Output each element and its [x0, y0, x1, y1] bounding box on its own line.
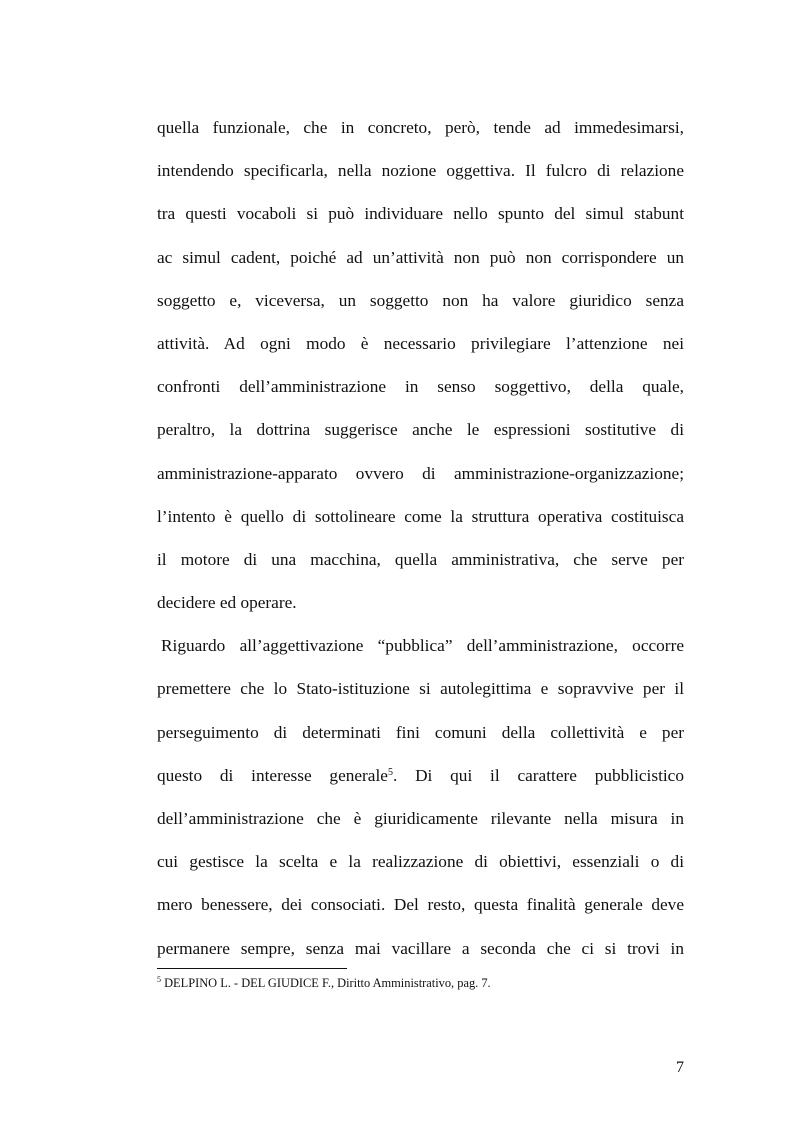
text-line: perseguimento di determinati fini comuni della collettività e per: [157, 722, 684, 742]
footnote: [157, 976, 684, 990]
text-line: il motore di una macchina, quella amministrativa, che serve per: [157, 549, 684, 569]
text-line: l’intento è quello di sottolineare come la struttura operativa costituisca: [157, 506, 684, 526]
footnote-reference[interactable]: 5: [387, 766, 393, 778]
footnote-separator: [157, 968, 347, 969]
text-line: premettere che lo Stato-istituzione si autolegittima e sopravvive per il: [157, 679, 684, 699]
footnote-number: 5: [157, 975, 161, 984]
text-line: permanere sempre, senza mai vacillare a seconda che ci si trovi in: [157, 938, 684, 958]
text-line: quella funzionale, che in concreto, però, tende ad immedesimarsi,: [157, 118, 684, 137]
text-line: ac simul cadent, poiché ad un’attività non può non corrispondere un: [157, 247, 684, 267]
text-line: intendendo specificarla, nella nozione oggettiva. Il fulcro di relazione: [157, 161, 684, 181]
text-line: cui gestisce la scelta e la realizzazione di obiettivi, essenziali o di: [157, 852, 684, 872]
text-line: confronti dell’amministrazione in senso soggettivo, della quale,: [157, 377, 684, 397]
text-line: attività. Ad ogni modo è necessario privilegiare l’attenzione nei: [157, 333, 684, 353]
footnote-text: DELPINO L. - DEL GIUDICE F., Diritto Amministrativo, pag. 7.: [164, 976, 491, 990]
text-line: decidere ed operare.: [157, 593, 297, 613]
text-line: amministrazione-apparato ovvero di amministrazione-organizzazione;: [157, 463, 684, 483]
page-number: 7: [676, 1059, 684, 1076]
text-line: dell’amministrazione che è giuridicamente rilevante nella misura in: [157, 809, 684, 828]
text-line: peraltro, la dottrina suggerisce anche le espressioni sostitutive di: [157, 420, 684, 440]
text-line-with-footnote-ref: [157, 765, 684, 786]
body-text: [157, 117, 684, 981]
text-line: soggetto e, viceversa, un soggetto non ha valore giuridico senza: [157, 290, 684, 310]
line-text-before: questo di interesse generale: [157, 765, 388, 785]
text-line: Riguardo all’aggettivazione “pubblica” dell’amministrazione, occorre: [161, 636, 684, 656]
line-text-after: . Di qui il carattere pubblicistico: [392, 765, 684, 785]
text-line: tra questi vocaboli si può individuare nello spunto del simul stabunt: [157, 204, 684, 224]
text-line: mero benessere, dei consociati. Del resto, questa finalità generale deve: [157, 895, 684, 915]
